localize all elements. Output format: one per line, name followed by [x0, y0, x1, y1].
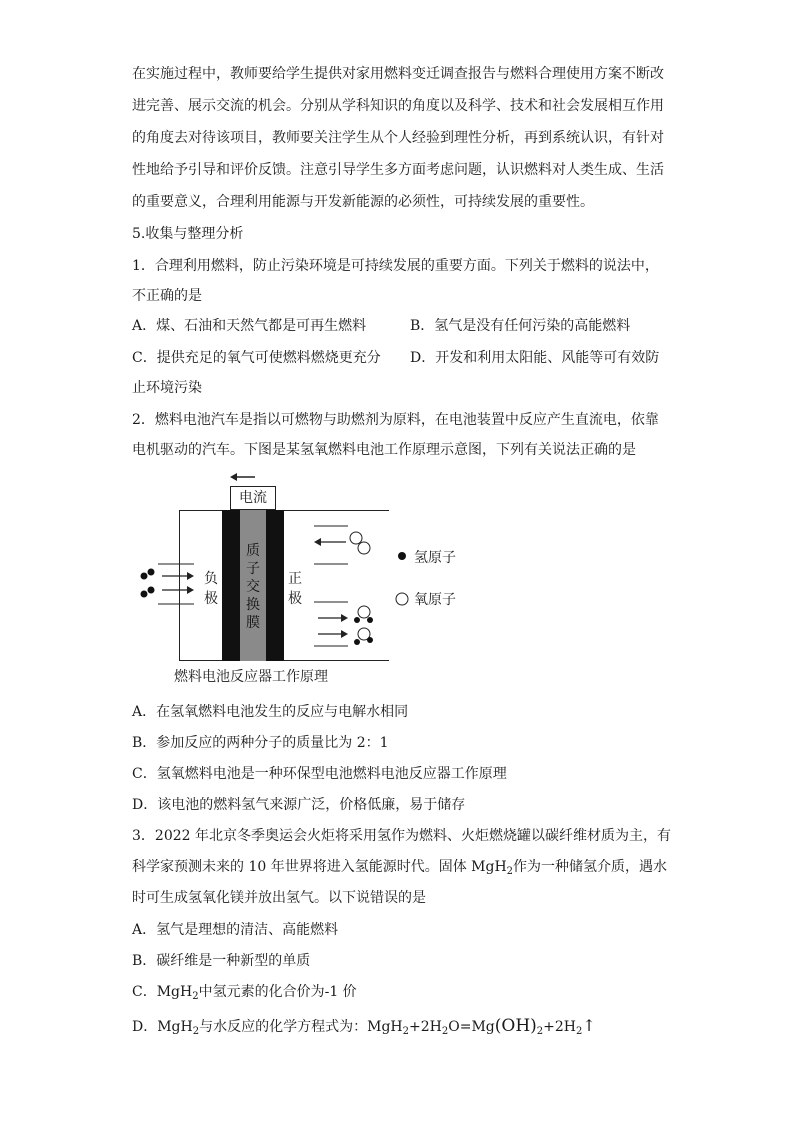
q3-stem-line-2: 科学家预测未来的 10 年世界将进入氢能源时代。固体 MgH$_2$作为一种储氢介质，遇水 — [132, 859, 668, 877]
legend-hydrogen: 氢原子 — [414, 550, 456, 566]
fuel-cell-diagram — [138, 470, 478, 690]
q1-option-d-cont: 止环境污染 — [132, 380, 202, 396]
bottom-wire — [179, 660, 389, 661]
oxygen-atom-icon — [394, 591, 410, 607]
q3-option-c: C．MgH$_2$中氢元素的化合价为-1 价 — [132, 984, 357, 1002]
q3-stem-line-1: 3．2022 年北京冬季奥运会火炬将采用氢作为燃料、火炬燃烧罐以碳纤维材质为主，有 — [132, 828, 671, 844]
water-outlet — [284, 598, 394, 654]
q2-option-c: C．氢氧燃料电池是一种环保型电池燃料电池反应器工作原理 — [132, 766, 507, 782]
top-wire — [179, 510, 389, 511]
membrane-char-1: 质 — [246, 543, 260, 559]
q1-option-d: D．开发和利用太阳能、风能等可有效防 — [410, 350, 660, 366]
q1-option-b: B．氢气是没有任何污染的高能燃料 — [410, 318, 631, 334]
current-label: 电流 — [230, 486, 276, 510]
anode-char-1: 负 — [204, 571, 218, 587]
q3-option-d: D．MgH$_2$与水反应的化学方程式为：$MgH_2+2H_2O=Mg(OH)_2+2H_2↑$ — [132, 1016, 596, 1037]
anode-char-2: 极 — [204, 591, 218, 607]
membrane-char-3: 交 — [246, 579, 260, 595]
q3-option-b: B．碳纤维是一种新型的单质 — [132, 953, 311, 969]
diagram-caption: 燃料电池反应器工作原理 — [174, 669, 328, 685]
anode-plate — [222, 510, 240, 661]
cathode-char-1: 正 — [288, 571, 302, 587]
current-direction-arrow — [230, 470, 256, 484]
section-title: 5.收集与整理分析 — [132, 226, 244, 242]
q1-stem-line-2: 不正确的是 — [132, 288, 202, 304]
q2-stem-line-1: 2．燃料电池汽车是指以可燃物与助燃剂为原料，在电池装置中反应产生直流电，依靠 — [132, 412, 659, 428]
q2-option-a: A．在氢氧燃料电池发生的反应与电解水相同 — [132, 704, 409, 720]
intro-line-1: 在实施过程中，教师要给学生提供对家用燃料变迁调查报告与燃料合理使用方案不断改 — [132, 66, 664, 82]
membrane-char-2: 子 — [246, 561, 260, 577]
q3-option-a: A．氢气是理想的清洁、高能燃料 — [132, 922, 339, 938]
intro-line-3: 的角度去对待该项目，教师要关注学生从个人经验到理性分析，再到系统认识，有针对 — [132, 130, 664, 146]
q2-stem-line-2: 电机驱动的汽车。下图是某氢氧燃料电池工作原理示意图，下列有关说法正确的是 — [132, 442, 636, 458]
intro-line-4: 性地给予引导和评价反馈。注意引导学生多方面考虑问题，认识燃料对人类生成、生活 — [132, 162, 664, 178]
legend-oxygen: 氧原子 — [414, 592, 456, 608]
cathode-char-2: 极 — [288, 591, 302, 607]
q1-stem-line-1: 1．合理利用燃料，防止污染环境是可持续发展的重要方面。下列关于燃料的说法中， — [132, 258, 659, 274]
q1-option-a: A．煤、石油和天然气都是可再生燃料 — [132, 318, 367, 334]
q1-option-c: C．提供充足的氧气可使燃料燃烧更充分 — [132, 350, 381, 366]
q2-option-b: B．参加反应的两种分子的质量比为 2：1 — [132, 735, 389, 751]
oxygen-inlet — [284, 522, 394, 568]
cathode-plate — [266, 510, 284, 661]
hydrogen-inlet — [138, 560, 222, 610]
membrane-char-5: 膜 — [246, 615, 260, 631]
intro-line-5: 的重要意义，合理利用能源与开发新能源的必须性，可持续发展的重要性。 — [132, 194, 594, 210]
intro-line-2: 进完善、展示交流的机会。分别从学科知识的角度以及科学、技术和社会发展相互作用 — [132, 98, 664, 114]
q3-stem-line-3: 时可生成氢氧化镁并放出氢气。以下说错误的是 — [132, 890, 426, 906]
hydrogen-atom-icon — [396, 550, 408, 562]
q2-option-d: D．该电池的燃料氢气来源广泛，价格低廉，易于储存 — [132, 797, 466, 813]
membrane-char-4: 换 — [246, 597, 260, 613]
